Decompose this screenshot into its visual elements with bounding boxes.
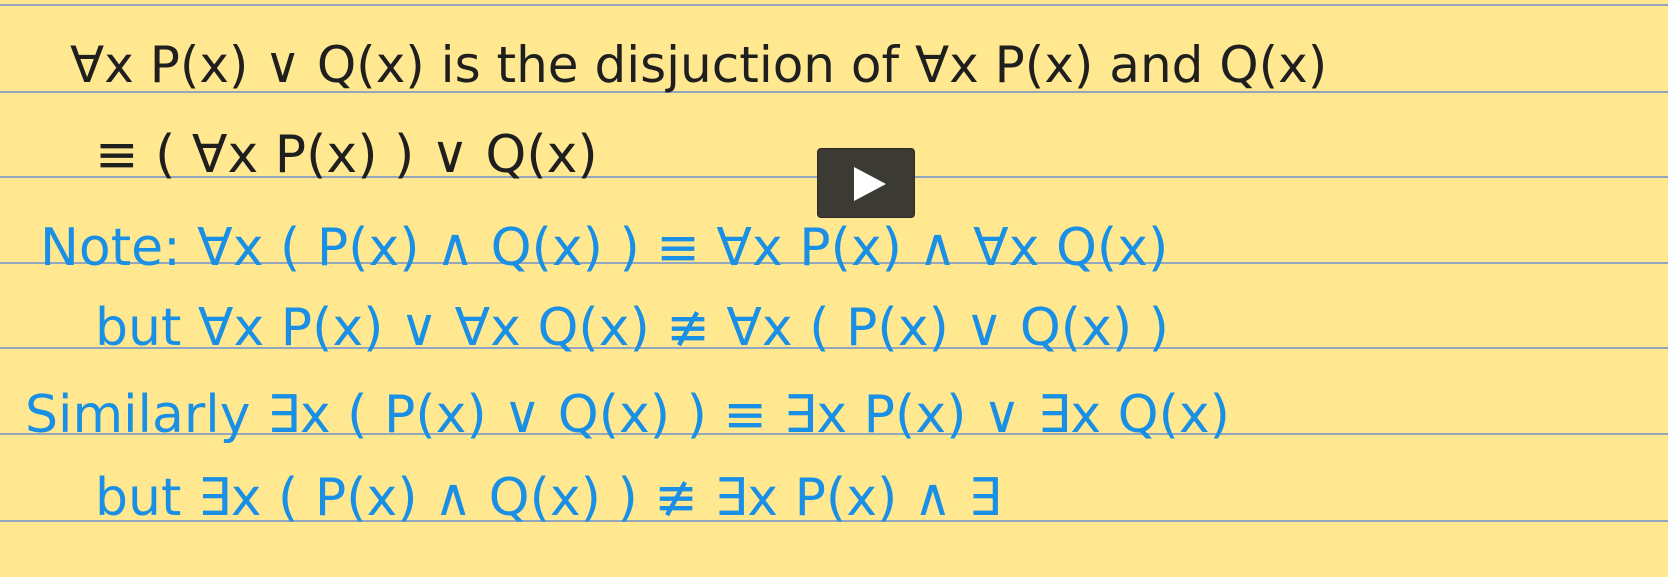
note-line-5: Similarly ∃x ( P(x) ∨ Q(x) ) ≡ ∃x P(x) ∨ ∃x Q(x) xyxy=(25,385,1230,445)
note-line-6: but ∃x ( P(x) ∧ Q(x) ) ≢ ∃x P(x) ∧ ∃ xyxy=(95,468,1002,528)
video-play-button[interactable] xyxy=(817,148,915,218)
note-line-1: ∀x P(x) ∨ Q(x) is the disjuction of ∀x P(x) and Q(x) xyxy=(70,36,1328,94)
note-line-2: ≡ ( ∀x P(x) ) ∨ Q(x) xyxy=(95,125,598,185)
ruled-line xyxy=(0,4,1668,6)
note-line-4: but ∀x P(x) ∨ ∀x Q(x) ≢ ∀x ( P(x) ∨ Q(x) ) xyxy=(95,298,1169,358)
play-icon xyxy=(852,167,886,201)
note-line-3: Note: ∀x ( P(x) ∧ Q(x) ) ≡ ∀x P(x) ∧ ∀x Q(x) xyxy=(40,218,1169,278)
